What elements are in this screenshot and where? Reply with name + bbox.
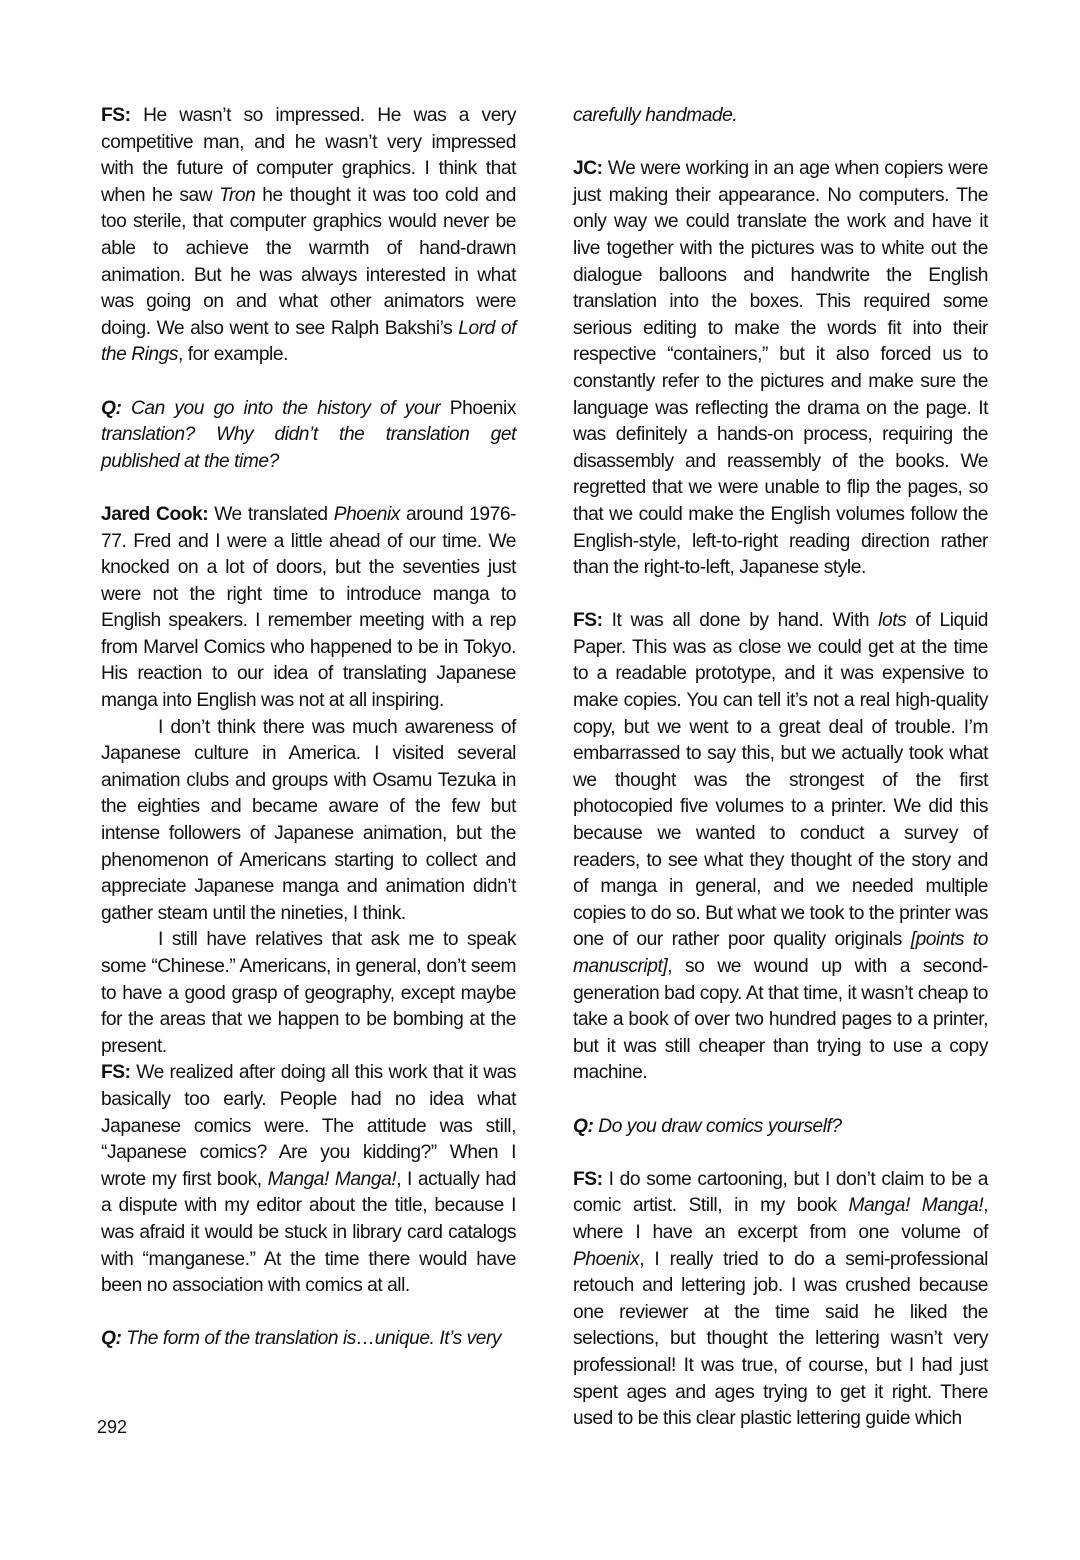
paragraph-text: of Liquid Paper. This was as close we could get at the time to a readable prototype, and it was expensive to make copies. You can tell it’s not a real high-quality copy, but we went to a great deal of trouble. I’m embarrassed to say this, but we actually took what we thought was the strongest of the first photocopied five volumes to a printer. We did this because we wanted to conduct a survey of readers, to see what they thought of the story and of manga in general, and we needed multiple copies to do so. But what we took to the printer was one of our rather poor quality originals	[573, 610, 988, 951]
paragraph-fs-cartooning	[573, 1167, 988, 1433]
paragraph-text: Can you go into the history of your	[121, 397, 450, 419]
paragraph-text: I don’t think there was much awareness of Japanese culture in America. I visited several animation clubs and groups with Osamu Tezuka in the eighties and became aware of the few but intense followers of Japanese animation, but the phenomenon of Americans starting to collect and appreciate Japanese manga and animation didn’t gather steam until the nineties, I think.	[101, 716, 516, 924]
paragraph-text: carefully handmade.	[573, 105, 738, 126]
paragraph-fs-by-hand	[573, 608, 988, 1087]
speaker-label: Q:	[573, 1115, 594, 1137]
paragraph-text: We realized after doing all this work that it was basically too early. People had no idea what Japanese comics were. The attitude was still, “Japanese comics? Are you kidding?” When I wrote my first book,	[101, 1062, 516, 1190]
paragraph-text: I still have relatives that ask me to speak some “Chinese.” Americans, in general, don’t seem to have a good grasp of geography, except maybe for the areas that we happen to be bombing at the present.	[101, 929, 516, 1057]
paragraph-fs-tron	[101, 103, 516, 369]
paragraph-text: around 1976-77. Fred and I were a little ahead of our time. We knocked on a lot of doors, but the seventies just were not the right time to introduce manga to English speakers. I remember meeting with a rep from Marvel Comics who happened to be in Tokyo. His reaction to our idea of translating Japanese manga into English was not at all inspiring.	[101, 503, 516, 712]
right-column	[573, 103, 988, 1433]
paragraph-text: We translated	[208, 503, 334, 525]
paragraph-text: Manga! Manga!	[267, 1168, 397, 1190]
paragraph-text: Manga! Manga!	[848, 1195, 984, 1217]
paragraph-question-draw	[573, 1114, 988, 1141]
paragraph-text: Do you draw comics yourself?	[593, 1115, 842, 1137]
speaker-label: FS:	[101, 105, 131, 126]
paragraph-text: Phoenix	[573, 1248, 640, 1270]
paragraph-text: [points to manuscript]	[573, 929, 988, 977]
speaker-label: Q:	[101, 1328, 122, 1350]
paragraph-question-form	[101, 1326, 516, 1353]
left-column	[101, 103, 516, 1353]
speaker-label: FS:	[573, 1168, 603, 1190]
paragraph-jared-cook	[101, 502, 516, 715]
paragraph-text: I do some cartooning, but I don’t claim to be a comic artist. Still, in my book	[573, 1168, 988, 1217]
paragraph-question-phoenix	[101, 396, 516, 476]
paragraph-text: Phoenix	[333, 503, 400, 525]
paragraph-fs-too-early	[101, 1060, 516, 1299]
speaker-label: FS:	[573, 610, 603, 632]
paragraph-text: The form of the translation is…unique. It’s very	[121, 1328, 502, 1350]
paragraph-handmade	[573, 103, 988, 130]
paragraph-text: , so we wound up with a second-generation bad copy. At that time, it wasn’t cheap to take a book of over two hundred pages to a printer, but it was still cheaper than trying to use a copy machine.	[573, 956, 988, 1084]
paragraph-text: translation? Why didn’t the translation get published at the time?	[101, 424, 516, 472]
speaker-label: JC:	[573, 158, 603, 180]
paragraph-text: , where I have an excerpt from one volume of	[573, 1195, 988, 1243]
paragraph-text: We were working in an age when copiers were just making their appearance. No computers. The only way we could translate the work and have it live together with the pictures was to white out the dialogue balloons and handwrite the English translation into the boxes. This required some serious editing to make the words fit into their respective “containers,” but it also forced us to constantly refer to the pictures and make sure the language was reflecting the drama on the page. It was definitely a hands-on process, requiring the disassembly and reassembly of the books. We regretted that we were unable to flip the pages, so that we could make the English volumes follow the English-style, left-to-right reading direction rather than the right-to-left, Japanese style.	[573, 158, 988, 579]
paragraph-text: he thought it was too cold and too sterile, that computer graphics would never be able to achieve the warmth of hand-drawn animation. But he was always interested in what was going on and what other animators were doing. We also went to see Ralph Bakshi’s	[101, 184, 516, 339]
paragraph-text: lots	[878, 610, 907, 632]
paragraph-text: Lord of the Rings	[101, 317, 516, 366]
speaker-label: Jared Cook:	[101, 503, 209, 525]
paragraph-text: Tron	[219, 184, 256, 206]
paragraph-text: Phoenix	[449, 397, 516, 419]
speaker-label: Q:	[101, 397, 122, 419]
page-number: 292	[97, 1417, 128, 1437]
paragraph-text: , I actually had a dispute with my editor about the title, because I was afraid it would be stuck in library card catalogs with “manganese.” At the time there would have been no association with comics at all.	[101, 1168, 517, 1297]
speaker-label: FS:	[101, 1062, 131, 1084]
paragraph-text: , I really tried to do a semi-professional retouch and lettering job. I was crushed because one reviewer at the time said he liked the selections, but thought the lettering wasn’t very professional! It was true, of course, but I had just spent ages and ages trying to get it right. There used to be this clear plastic lettering guide which	[573, 1248, 988, 1430]
paragraph-jc-copiers	[573, 156, 988, 582]
paragraph-awareness	[101, 715, 516, 928]
paragraph-text: It was all done by hand. With	[602, 610, 879, 632]
paragraph-relatives	[101, 927, 516, 1060]
paragraph-text: , for example.	[178, 344, 288, 366]
paragraph-text: He wasn’t so impressed. He was a very competitive man, and he wasn’t very impressed with the future of computer graphics. I think that when he saw	[101, 105, 516, 206]
